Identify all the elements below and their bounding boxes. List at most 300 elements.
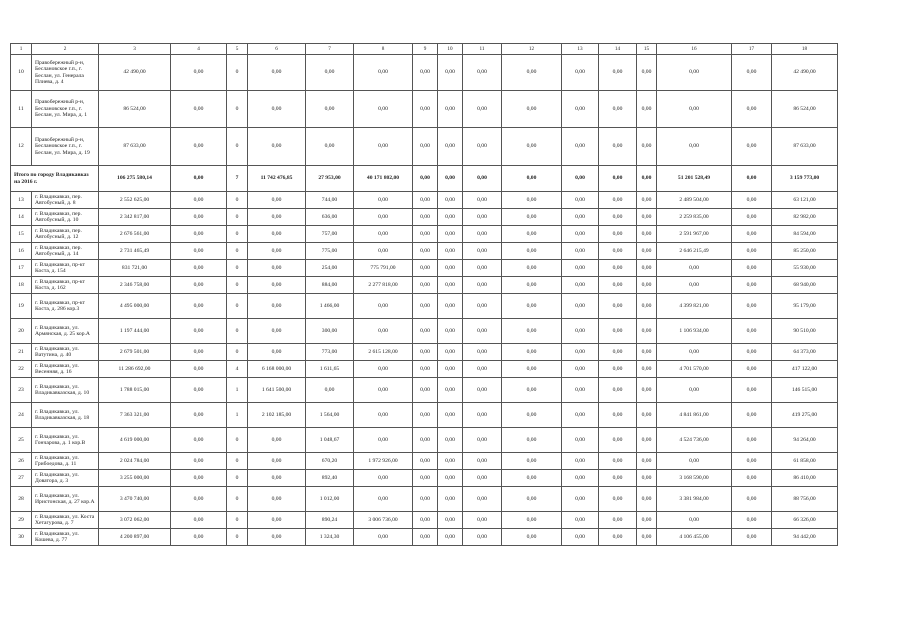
row-number: 23 xyxy=(11,378,32,403)
address-cell: г. Владикавказ, пр-кт Коста, д. 154 xyxy=(32,260,99,277)
address-cell: г. Владикавказ, ул. Владикавказская, д. 18 xyxy=(32,403,99,428)
address-cell: г. Владикавказ, пр-кт Коста, д. 162 xyxy=(32,277,99,294)
value-cell: 0,00 xyxy=(732,512,772,529)
value-cell: 0,00 xyxy=(637,91,657,128)
row-number: 16 xyxy=(11,243,32,260)
value-cell: 0,00 xyxy=(413,128,438,166)
row-number: 28 xyxy=(11,487,32,512)
value-cell: 0,00 xyxy=(438,344,463,361)
table-row xyxy=(11,344,838,361)
value-cell: 0,00 xyxy=(502,243,562,260)
value-cell: 0 xyxy=(227,428,248,453)
value-cell: 0,00 xyxy=(248,243,306,260)
table-row xyxy=(11,91,838,128)
total-label: Итого по городу Владикавказ на 2016 г. xyxy=(11,166,99,192)
value-cell: 0,00 xyxy=(562,209,599,226)
register-sheet xyxy=(10,43,838,546)
value-cell: 0,00 xyxy=(354,226,413,243)
table-row xyxy=(11,128,838,166)
value-cell: 0,00 xyxy=(637,428,657,453)
value-cell: 0,00 xyxy=(502,91,562,128)
column-number-row xyxy=(11,44,838,55)
value-cell: 0,00 xyxy=(732,428,772,453)
value-cell: 2 552 625,00 xyxy=(99,192,171,209)
value-cell: 1 611,65 xyxy=(306,361,354,378)
value-cell: 0,00 xyxy=(599,487,637,512)
value-cell: 417 122,00 xyxy=(772,361,838,378)
value-cell: 0,00 xyxy=(248,294,306,319)
address-cell: г. Владикавказ, ул. Ватутина, д. 40 xyxy=(32,344,99,361)
total-cell: 0,00 xyxy=(413,166,438,192)
value-cell: 0,00 xyxy=(248,128,306,166)
value-cell: 2 102 185,00 xyxy=(248,403,306,428)
value-cell: 0,00 xyxy=(637,277,657,294)
value-cell: 0,00 xyxy=(732,294,772,319)
table-row xyxy=(11,453,838,470)
table-row xyxy=(11,361,838,378)
value-cell: 0,00 xyxy=(562,128,599,166)
value-cell: 0,00 xyxy=(732,344,772,361)
value-cell: 0,00 xyxy=(438,470,463,487)
value-cell: 2 679 501,00 xyxy=(99,344,171,361)
value-cell: 0,00 xyxy=(599,55,637,91)
value-cell: 0,00 xyxy=(502,344,562,361)
value-cell: 419 275,00 xyxy=(772,403,838,428)
value-cell: 0,00 xyxy=(637,529,657,546)
table-row xyxy=(11,428,838,453)
value-cell: 892,40 xyxy=(306,470,354,487)
table-row xyxy=(11,277,838,294)
value-cell: 0,00 xyxy=(502,361,562,378)
row-number: 21 xyxy=(11,344,32,361)
value-cell: 757,00 xyxy=(306,226,354,243)
value-cell: 95 179,00 xyxy=(772,294,838,319)
value-cell: 0,00 xyxy=(248,277,306,294)
value-cell: 0,00 xyxy=(599,512,637,529)
row-number: 20 xyxy=(11,319,32,344)
value-cell: 1 xyxy=(227,403,248,428)
value-cell: 0,00 xyxy=(562,319,599,344)
value-cell: 11 286 692,00 xyxy=(99,361,171,378)
value-cell: 0,00 xyxy=(502,277,562,294)
value-cell: 0,00 xyxy=(413,453,438,470)
value-cell: 0 xyxy=(227,243,248,260)
value-cell: 0,00 xyxy=(502,260,562,277)
value-cell: 0 xyxy=(227,294,248,319)
value-cell: 0,00 xyxy=(354,128,413,166)
value-cell: 0 xyxy=(227,260,248,277)
column-number: 18 xyxy=(772,44,838,55)
total-cell: 51 201 528,49 xyxy=(657,166,732,192)
value-cell: 0,00 xyxy=(463,453,502,470)
value-cell: 0,00 xyxy=(599,344,637,361)
value-cell: 0,00 xyxy=(562,378,599,403)
value-cell: 0,00 xyxy=(413,319,438,344)
value-cell: 4 xyxy=(227,361,248,378)
value-cell: 0,00 xyxy=(438,403,463,428)
value-cell: 0,00 xyxy=(562,512,599,529)
value-cell: 0,00 xyxy=(657,344,732,361)
value-cell: 0,00 xyxy=(413,209,438,226)
value-cell: 0,00 xyxy=(637,403,657,428)
value-cell: 0,00 xyxy=(171,487,227,512)
total-cell: 27 953,00 xyxy=(306,166,354,192)
value-cell: 2 646 215,49 xyxy=(657,243,732,260)
value-cell: 0,00 xyxy=(438,428,463,453)
value-cell: 0,00 xyxy=(732,470,772,487)
value-cell: 0,00 xyxy=(599,277,637,294)
value-cell: 0,00 xyxy=(438,192,463,209)
value-cell: 0,00 xyxy=(463,378,502,403)
value-cell: 0 xyxy=(227,192,248,209)
value-cell: 0 xyxy=(227,470,248,487)
value-cell: 0,00 xyxy=(413,294,438,319)
value-cell: 2 346 758,00 xyxy=(99,277,171,294)
value-cell: 0,00 xyxy=(562,403,599,428)
value-cell: 0,00 xyxy=(502,209,562,226)
address-cell: Правобережный р-н, Беслановское г.п., г. Беслан, ул. Мира, д. 19 xyxy=(32,128,99,166)
address-cell: г. Владикавказ, ул. Гончарова, д. 1 кор.В xyxy=(32,428,99,453)
value-cell: 3 381 984,00 xyxy=(657,487,732,512)
value-cell: 0,00 xyxy=(248,453,306,470)
value-cell: 4 399 821,00 xyxy=(657,294,732,319)
value-cell: 0,00 xyxy=(463,226,502,243)
value-cell: 0,00 xyxy=(171,403,227,428)
value-cell: 68 940,00 xyxy=(772,277,838,294)
value-cell: 0,00 xyxy=(171,260,227,277)
value-cell: 0,00 xyxy=(438,243,463,260)
value-cell: 0,00 xyxy=(637,192,657,209)
value-cell: 0,00 xyxy=(502,512,562,529)
address-cell: г. Владикавказ, ул. Армянская, д. 25 кор.А xyxy=(32,319,99,344)
row-number: 13 xyxy=(11,192,32,209)
value-cell: 0 xyxy=(227,529,248,546)
value-cell: 0 xyxy=(227,453,248,470)
value-cell: 0,00 xyxy=(463,128,502,166)
value-cell: 0,00 xyxy=(248,209,306,226)
column-number: 10 xyxy=(438,44,463,55)
table-row xyxy=(11,209,838,226)
total-cell: 11 742 476,85 xyxy=(248,166,306,192)
value-cell: 0,00 xyxy=(413,277,438,294)
value-cell: 86 524,00 xyxy=(99,91,171,128)
value-cell: 0,00 xyxy=(502,487,562,512)
value-cell: 0,00 xyxy=(732,319,772,344)
value-cell: 0,00 xyxy=(354,378,413,403)
value-cell: 0,00 xyxy=(637,453,657,470)
row-number: 22 xyxy=(11,361,32,378)
value-cell: 55 930,00 xyxy=(772,260,838,277)
column-number: 14 xyxy=(599,44,637,55)
value-cell: 1 466,00 xyxy=(306,294,354,319)
value-cell: 0,00 xyxy=(657,512,732,529)
total-cell: 0,00 xyxy=(562,166,599,192)
value-cell: 87 633,00 xyxy=(772,128,838,166)
column-number: 16 xyxy=(657,44,732,55)
value-cell: 0,00 xyxy=(562,487,599,512)
value-cell: 0,00 xyxy=(248,226,306,243)
value-cell: 0,00 xyxy=(599,294,637,319)
value-cell: 1 012,00 xyxy=(306,487,354,512)
value-cell: 0,00 xyxy=(413,428,438,453)
value-cell: 0,00 xyxy=(502,470,562,487)
value-cell: 0,00 xyxy=(732,260,772,277)
value-cell: 0,00 xyxy=(354,55,413,91)
value-cell: 86 524,00 xyxy=(772,91,838,128)
value-cell: 0,00 xyxy=(306,128,354,166)
value-cell: 0,00 xyxy=(171,277,227,294)
address-cell: г. Владикавказ, ул. Иристонская, д. 27 кор.А xyxy=(32,487,99,512)
value-cell: 0,00 xyxy=(599,128,637,166)
row-number: 27 xyxy=(11,470,32,487)
value-cell: 1 972 926,00 xyxy=(354,453,413,470)
value-cell: 0,00 xyxy=(562,361,599,378)
value-cell: 0 xyxy=(227,91,248,128)
value-cell: 0,00 xyxy=(354,529,413,546)
value-cell: 0,00 xyxy=(171,319,227,344)
table-row xyxy=(11,378,838,403)
total-cell: 0,00 xyxy=(732,166,772,192)
column-number: 1 xyxy=(11,44,32,55)
row-number: 12 xyxy=(11,128,32,166)
value-cell: 0,00 xyxy=(463,512,502,529)
value-cell: 0,00 xyxy=(248,487,306,512)
value-cell: 0,00 xyxy=(562,277,599,294)
value-cell: 254,00 xyxy=(306,260,354,277)
value-cell: 2 591 967,00 xyxy=(657,226,732,243)
value-cell: 0,00 xyxy=(732,192,772,209)
value-cell: 94 442,00 xyxy=(772,529,838,546)
row-number: 17 xyxy=(11,260,32,277)
value-cell: 0,00 xyxy=(562,243,599,260)
value-cell: 0 xyxy=(227,209,248,226)
value-cell: 0 xyxy=(227,226,248,243)
value-cell: 0,00 xyxy=(463,294,502,319)
value-cell: 0 xyxy=(227,55,248,91)
value-cell: 0,00 xyxy=(354,487,413,512)
table-row xyxy=(11,226,838,243)
value-cell: 0,00 xyxy=(599,192,637,209)
value-cell: 0,00 xyxy=(438,91,463,128)
value-cell: 0,00 xyxy=(171,243,227,260)
value-cell: 670,20 xyxy=(306,453,354,470)
value-cell: 0,00 xyxy=(637,319,657,344)
value-cell: 0,00 xyxy=(562,428,599,453)
value-cell: 0,00 xyxy=(354,294,413,319)
value-cell: 61 858,00 xyxy=(772,453,838,470)
value-cell: 4 619 000,00 xyxy=(99,428,171,453)
value-cell: 0,00 xyxy=(171,226,227,243)
value-cell: 0 xyxy=(227,277,248,294)
value-cell: 0,00 xyxy=(354,209,413,226)
value-cell: 0,00 xyxy=(637,226,657,243)
value-cell: 0,00 xyxy=(413,226,438,243)
value-cell: 0,00 xyxy=(306,55,354,91)
value-cell: 2 277 818,00 xyxy=(354,277,413,294)
value-cell: 0,00 xyxy=(657,453,732,470)
table-row xyxy=(11,487,838,512)
value-cell: 0,00 xyxy=(248,529,306,546)
value-cell: 0,00 xyxy=(599,453,637,470)
value-cell: 3 255 000,00 xyxy=(99,470,171,487)
value-cell: 0,00 xyxy=(637,243,657,260)
value-cell: 85 250,00 xyxy=(772,243,838,260)
value-cell: 0,00 xyxy=(463,428,502,453)
value-cell: 4 106 455,00 xyxy=(657,529,732,546)
repair-register-table xyxy=(10,43,838,546)
value-cell: 0,00 xyxy=(413,403,438,428)
total-cell: 0,00 xyxy=(463,166,502,192)
value-cell: 0,00 xyxy=(413,260,438,277)
value-cell: 0,00 xyxy=(599,243,637,260)
value-cell: 86 410,00 xyxy=(772,470,838,487)
value-cell: 1 xyxy=(227,378,248,403)
value-cell: 0,00 xyxy=(354,403,413,428)
column-number: 12 xyxy=(502,44,562,55)
value-cell: 1 564,00 xyxy=(306,403,354,428)
row-number: 19 xyxy=(11,294,32,319)
value-cell: 0,00 xyxy=(657,55,732,91)
value-cell: 0,00 xyxy=(732,378,772,403)
value-cell: 0,00 xyxy=(562,192,599,209)
column-number: 5 xyxy=(227,44,248,55)
value-cell: 0,00 xyxy=(637,294,657,319)
total-cell: 7 xyxy=(227,166,248,192)
value-cell: 0,00 xyxy=(438,529,463,546)
value-cell: 0,00 xyxy=(413,487,438,512)
value-cell: 0,00 xyxy=(413,512,438,529)
value-cell: 0,00 xyxy=(732,91,772,128)
value-cell: 636,00 xyxy=(306,209,354,226)
value-cell: 0,00 xyxy=(732,403,772,428)
row-number: 29 xyxy=(11,512,32,529)
value-cell: 0,00 xyxy=(171,128,227,166)
value-cell: 0,00 xyxy=(438,361,463,378)
value-cell: 1 641 500,00 xyxy=(248,378,306,403)
value-cell: 0,00 xyxy=(657,277,732,294)
value-cell: 0,00 xyxy=(463,260,502,277)
value-cell: 0,00 xyxy=(248,260,306,277)
value-cell: 0,00 xyxy=(463,209,502,226)
value-cell: 2 615 128,00 xyxy=(354,344,413,361)
value-cell: 0,00 xyxy=(637,55,657,91)
value-cell: 1 197 444,00 xyxy=(99,319,171,344)
value-cell: 0,00 xyxy=(502,192,562,209)
address-cell: Правобережный р-н, Беслановское г.п., г. Беслан, ул. Генерала Плиева, д. 4 xyxy=(32,55,99,91)
value-cell: 0 xyxy=(227,344,248,361)
value-cell: 0 xyxy=(227,319,248,344)
value-cell: 0,00 xyxy=(732,55,772,91)
column-number: 2 xyxy=(32,44,99,55)
column-number: 8 xyxy=(354,44,413,55)
column-number: 9 xyxy=(413,44,438,55)
value-cell: 0,00 xyxy=(599,226,637,243)
value-cell: 0,00 xyxy=(502,529,562,546)
value-cell: 0,00 xyxy=(732,243,772,260)
address-cell: г. Владикавказ, пер. Автобусный, д. 14 xyxy=(32,243,99,260)
value-cell: 0,00 xyxy=(413,192,438,209)
column-number: 15 xyxy=(637,44,657,55)
value-cell: 0,00 xyxy=(732,453,772,470)
value-cell: 0,00 xyxy=(354,319,413,344)
value-cell: 0,00 xyxy=(171,470,227,487)
value-cell: 1 048,67 xyxy=(306,428,354,453)
value-cell: 0,00 xyxy=(438,319,463,344)
value-cell: 0,00 xyxy=(354,470,413,487)
table-row xyxy=(11,55,838,91)
value-cell: 0,00 xyxy=(306,378,354,403)
value-cell: 0,00 xyxy=(562,91,599,128)
value-cell: 2 731 465,49 xyxy=(99,243,171,260)
value-cell: 0,00 xyxy=(637,470,657,487)
value-cell: 0,00 xyxy=(438,453,463,470)
value-cell: 3 470 740,00 xyxy=(99,487,171,512)
value-cell: 0,00 xyxy=(248,512,306,529)
value-cell: 0,00 xyxy=(171,428,227,453)
total-cell: 0,00 xyxy=(637,166,657,192)
column-number: 13 xyxy=(562,44,599,55)
total-cell: 40 171 802,00 xyxy=(354,166,413,192)
address-cell: г. Владикавказ, пер. Автобусный, д. 12 xyxy=(32,226,99,243)
row-number: 18 xyxy=(11,277,32,294)
value-cell: 0,00 xyxy=(354,91,413,128)
total-cell: 0,00 xyxy=(599,166,637,192)
value-cell: 890,24 xyxy=(306,512,354,529)
value-cell: 773,00 xyxy=(306,344,354,361)
value-cell: 0,00 xyxy=(732,487,772,512)
column-number: 6 xyxy=(248,44,306,55)
value-cell: 0,00 xyxy=(599,428,637,453)
value-cell: 0,00 xyxy=(171,209,227,226)
value-cell: 42 490,00 xyxy=(99,55,171,91)
row-number: 15 xyxy=(11,226,32,243)
value-cell: 0,00 xyxy=(248,428,306,453)
value-cell: 94 264,00 xyxy=(772,428,838,453)
column-number: 7 xyxy=(306,44,354,55)
column-number: 3 xyxy=(99,44,171,55)
value-cell: 64 373,00 xyxy=(772,344,838,361)
value-cell: 0,00 xyxy=(463,243,502,260)
value-cell: 0,00 xyxy=(562,226,599,243)
value-cell: 0,00 xyxy=(599,529,637,546)
value-cell: 0,00 xyxy=(502,403,562,428)
value-cell: 0,00 xyxy=(463,55,502,91)
value-cell: 0,00 xyxy=(171,529,227,546)
address-cell: г. Владикавказ, ул. Коста Хетагурова, д. 7 xyxy=(32,512,99,529)
value-cell: 0,00 xyxy=(637,378,657,403)
value-cell: 0,00 xyxy=(637,344,657,361)
value-cell: 0,00 xyxy=(657,128,732,166)
value-cell: 0,00 xyxy=(171,361,227,378)
value-cell: 0,00 xyxy=(413,243,438,260)
value-cell: 831 721,00 xyxy=(99,260,171,277)
value-cell: 82 982,00 xyxy=(772,209,838,226)
value-cell: 0,00 xyxy=(438,260,463,277)
address-cell: Правобережный р-н, Беслановское г.п., г. Беслан, ул. Мира, д. 1 xyxy=(32,91,99,128)
value-cell: 4 495 000,00 xyxy=(99,294,171,319)
value-cell: 0,00 xyxy=(502,226,562,243)
value-cell: 4 841 861,00 xyxy=(657,403,732,428)
value-cell: 0,00 xyxy=(438,226,463,243)
value-cell: 0,00 xyxy=(463,91,502,128)
value-cell: 0,00 xyxy=(502,55,562,91)
value-cell: 0,00 xyxy=(562,260,599,277)
value-cell: 3 006 736,00 xyxy=(354,512,413,529)
value-cell: 0,00 xyxy=(732,209,772,226)
value-cell: 84 594,00 xyxy=(772,226,838,243)
value-cell: 0,00 xyxy=(657,91,732,128)
value-cell: 63 121,00 xyxy=(772,192,838,209)
